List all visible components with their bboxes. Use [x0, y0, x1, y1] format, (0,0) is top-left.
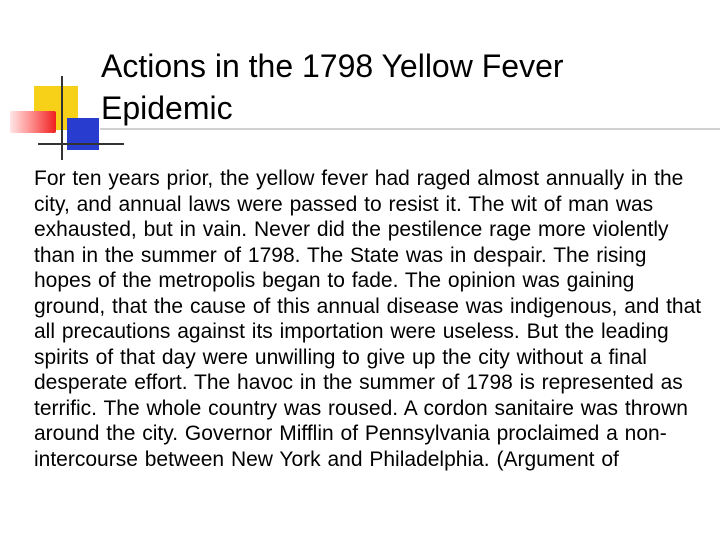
- red-bar: [10, 111, 56, 133]
- slide-title: Actions in the 1798 Yellow Fever Epidemic: [101, 48, 564, 126]
- horizontal-line: [38, 143, 124, 145]
- slide-body-text: For ten years prior, the yellow fever had raged almost annually in the city, and annual laws were passed to resist it. The wit of man was exhausted, but in vain. Never did the pestilence rage more violently than in the summer of 1798. The State was in despair. The rising hopes of the metropolis began to fade. The opinion was gaining ground, that the cause of this annual disease was indigenous, and that all precautions against its importation were useless. But the leading spirits of that day were unwilling to give up the city without a final desperate effort. The havoc in the summer of 1798 is represented as terrific. The whole country was roused. A cordon sanitaire was thrown around the city. Governor Mifflin of Pennsylvania proclaimed a non-intercourse between New York and Philadelphia. (Argument of: [34, 167, 702, 471]
- vertical-line: [61, 76, 63, 160]
- blue-square: [67, 118, 99, 150]
